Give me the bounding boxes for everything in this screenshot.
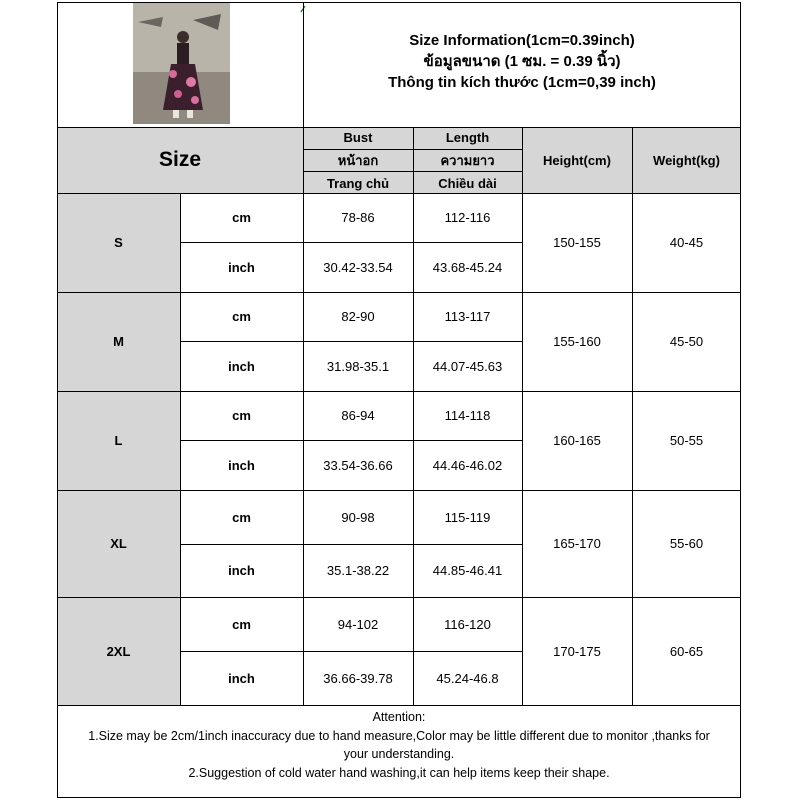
weight-m: 45-50 [669,334,704,349]
size-label-2xl: 2XL [57,597,180,705]
size-chart [57,2,741,798]
unit-inch-2xl: inch [228,670,255,686]
bust-inch-2xl: 36.66-39.78 [323,670,393,686]
height-m: 155-160 [553,334,601,349]
unit-cm-s: cm [232,210,251,225]
length-cm-2xl: 116-120 [444,616,491,632]
unit-cm-m: cm [232,309,251,324]
length-inch-2xl: 45.24-46.8 [436,670,499,686]
length-cm-s: 112-116 [444,210,491,225]
size-label-s: S [57,193,180,292]
length-inch-l: 44.46-46.02 [432,457,503,473]
weight-2xl: 60-65 [669,643,704,659]
length-cm-l: 114-118 [444,408,491,423]
height-xl: 165-170 [553,536,601,551]
unit-inch-l: inch [228,457,255,473]
attention-note-2: 2.Suggestion of cold water hand washing,it can help items keep their shape. [188,765,610,780]
bust-cm-xl: 90-98 [341,509,375,525]
unit-cm-l: cm [232,408,251,423]
height-l: 160-165 [553,433,601,448]
length-label-th: ความยาว [440,152,495,168]
bust-cm-s: 78-86 [341,210,375,225]
size-label-l: L [57,391,180,490]
length-header-cell [413,127,522,193]
weight-s: 40-45 [669,235,704,250]
bust-inch-m: 31.98-35.1 [326,358,390,374]
length-label-en: Length [445,129,490,145]
size-label-xl: XL [57,490,180,597]
bust-label-vi: Trang chủ [326,175,390,191]
bust-label-th: หน้าอก [337,152,379,168]
length-inch-m: 44.07-45.63 [432,358,503,374]
unit-inch-m: inch [228,358,255,374]
title-vietnamese: Thông tin kích thước (1cm=0,39 inch) [388,74,656,91]
weight-header: Weight(kg) [632,127,741,193]
bust-cm-2xl: 94-102 [337,616,379,632]
height-s: 150-155 [553,235,601,250]
height-2xl: 170-175 [553,643,601,659]
height-header: Height(cm) [522,127,632,193]
unit-inch-s: inch [228,259,255,275]
size-information-title [303,30,741,93]
size-header-cell [57,127,303,193]
length-inch-xl: 44.85-46.41 [432,563,503,578]
unit-cm-2xl: cm [232,616,251,632]
bust-inch-l: 33.54-36.66 [323,457,393,473]
bust-header-cell [303,127,413,193]
title-thai: ข้อมูลขนาด (1 ซม. = 0.39 นิ้ว) [423,53,621,70]
weight-xl: 55-60 [669,536,704,551]
size-header: Size [158,148,202,171]
attention-note-1-cont: your understanding. [343,747,455,761]
length-cm-m: 113-117 [444,309,491,324]
attention-heading: Attention: [372,710,426,724]
unit-inch-xl: inch [228,563,255,578]
length-cm-xl: 115-119 [444,509,491,525]
attention-notes [57,708,741,782]
attention-note-1: 1.Size may be 2cm/1inch inaccuracy due to hand measure,Color may be little different due to monitor ,thanks for [88,728,710,743]
title-english: Size Information(1cm=0.39inch) [409,32,635,49]
bust-cm-m: 82-90 [341,309,375,324]
bust-label-en: Bust [343,129,373,145]
unit-cm-xl: cm [232,509,251,525]
bust-inch-s: 30.42-33.54 [323,259,393,275]
size-label-m: M [57,292,180,391]
bust-inch-xl: 35.1-38.22 [326,563,390,578]
length-label-vi: Chiều dài [438,175,497,191]
weight-l: 50-55 [669,433,704,448]
product-photo [133,2,230,124]
length-inch-s: 43.68-45.24 [432,259,503,275]
bust-cm-l: 86-94 [341,408,375,423]
